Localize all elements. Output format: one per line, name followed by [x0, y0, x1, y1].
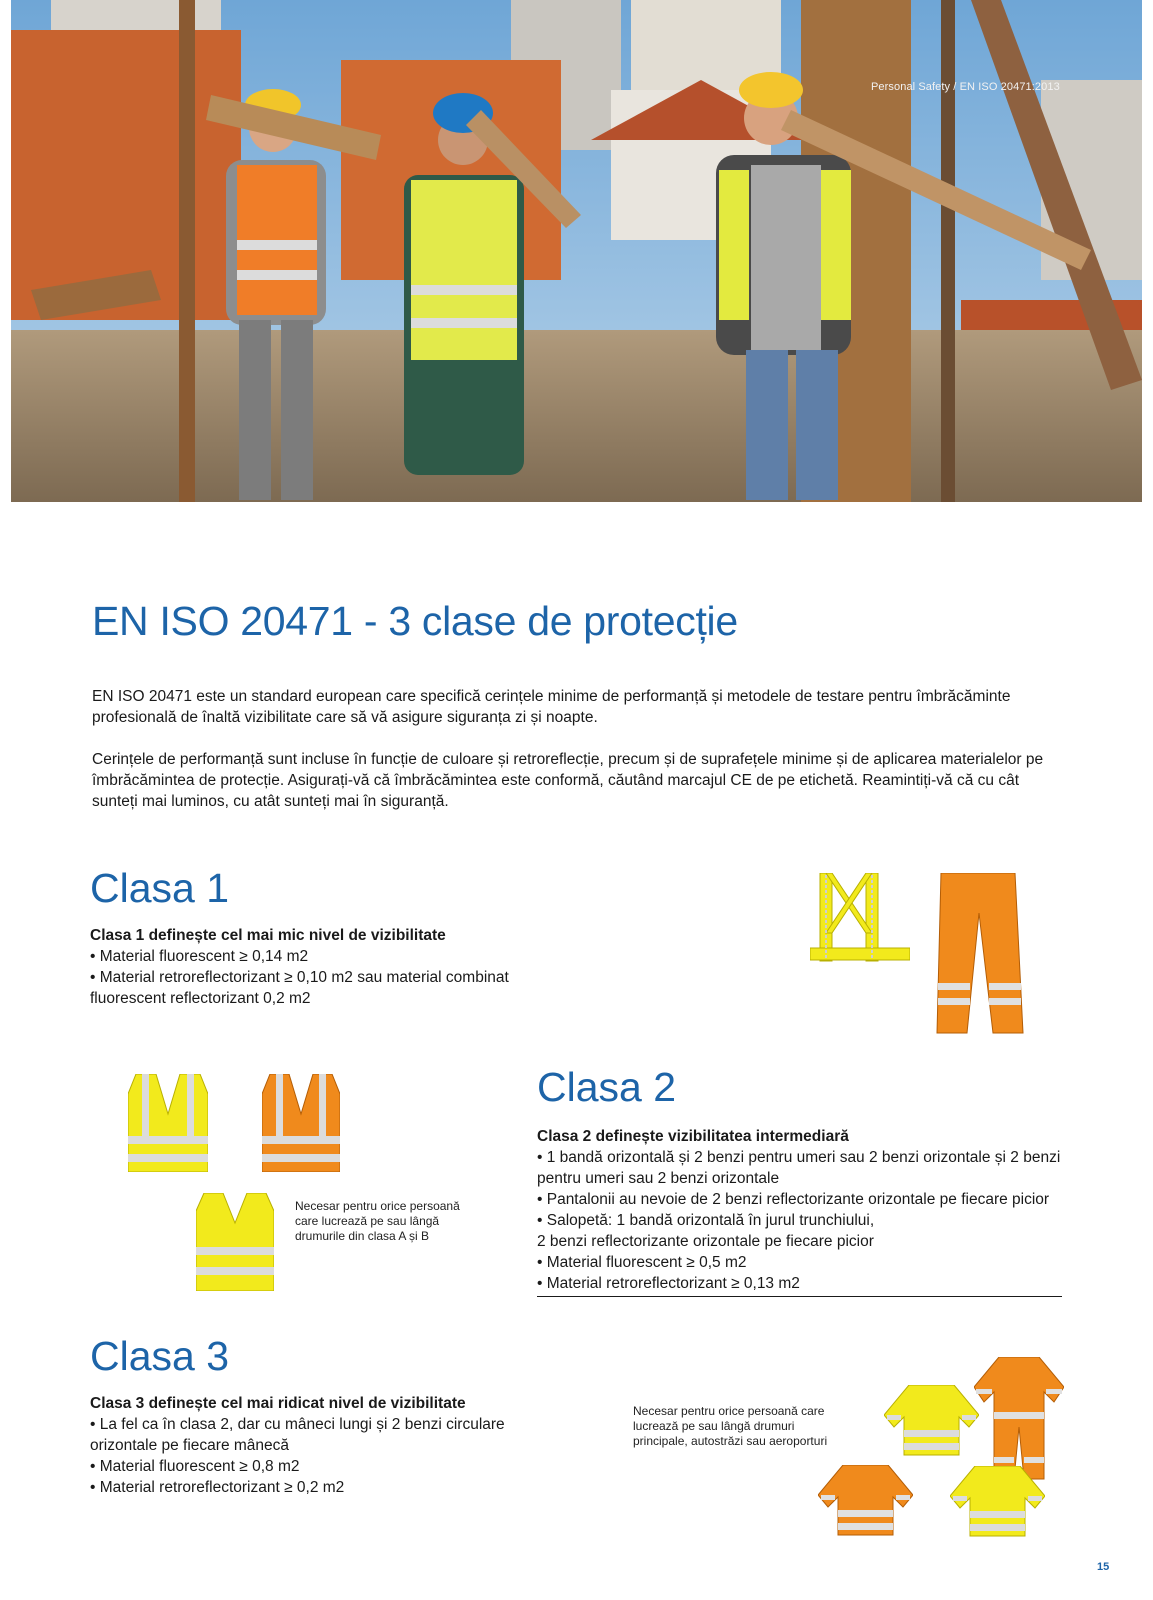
class2-line: 2 benzi reflectorizante orizontale pe fiecare picior	[537, 1233, 874, 1250]
class1-title: Clasa 1	[90, 865, 230, 911]
class3-line: • Material fluorescent ≥ 0,8 m2	[90, 1458, 300, 1475]
class2-line: • 1 bandă orizontală și 2 benzi pentru umeri sau 2 benzi orizontale și 2 benzi pentru umeri sau 2 benzi orizontale	[537, 1149, 1061, 1187]
class2-title: Clasa 2	[537, 1064, 677, 1110]
class1-description	[90, 925, 570, 1009]
class3-orange-coverall-icon	[974, 1357, 1064, 1482]
page-title: EN ISO 20471 - 3 clase de protecție	[92, 598, 738, 644]
class1-trousers-icon	[935, 873, 1025, 1038]
class3-lead: Clasa 3 definește cel mai ridicat nivel de vizibilitate	[90, 1395, 466, 1412]
intro-paragraph-2: Cerințele de performanță sunt incluse în funcție de culoare și retroreflecție, precum și de suprafețele minime și de aplicarea materialelor pe îmbrăcămintea de protecție. Asigurați-vă că îmbrăcămintea este conformă, căutând marcajul CE de pe etichetă. Reamintiți-vă că cu cât sunteți mai luminos, cu atât sunteți mai în siguranță.	[92, 751, 1044, 810]
class3-title: Clasa 3	[90, 1333, 230, 1379]
class2-lead: Clasa 2 definește vizibilitatea intermediară	[537, 1128, 849, 1145]
class2-yellow-vest-two-band-icon	[196, 1193, 274, 1291]
class1-line: • Material fluorescent ≥ 0,14 m2	[90, 948, 309, 965]
class2-line: • Material fluorescent ≥ 0,5 m2	[537, 1254, 747, 1271]
class2-yellow-vest-icon	[128, 1074, 208, 1172]
class2-line: • Salopetă: 1 bandă orizontală în jurul trunchiului,	[537, 1212, 875, 1229]
class2-line: • Pantalonii au nevoie de 2 benzi reflectorizante orizontale pe fiecare picior	[537, 1191, 1050, 1208]
class3-line: • Material retroreflectorizant ≥ 0,2 m2	[90, 1479, 345, 1496]
class3-description	[90, 1393, 540, 1498]
breadcrumb: Personal Safety / EN ISO 20471:2013	[871, 81, 1060, 93]
construction-workers-illustration	[11, 0, 1142, 502]
class2-orange-vest-icon	[262, 1074, 340, 1172]
class3-yellow-jacket-icon	[884, 1385, 979, 1457]
class1-line: • Material retroreflectorizant ≥ 0,10 m2 sau material combinat fluorescent reflectorizant 0,2 m2	[90, 969, 509, 1007]
class2-description	[537, 1126, 1062, 1297]
page-number: 15	[1097, 1561, 1110, 1573]
class3-yellow-jacket-2-icon	[950, 1466, 1045, 1538]
intro-paragraph-1: EN ISO 20471 este un standard european care specifică cerințele minime de performanță și metodele de testare pentru îmbrăcăminte profesională de înaltă vizibilitate care să vă asigure siguranța zi și noapte.	[92, 688, 1011, 726]
class3-orange-jacket-icon	[818, 1465, 913, 1537]
class2-line: • Material retroreflectorizant ≥ 0,13 m2	[537, 1275, 800, 1292]
class3-note: Necesar pentru orice persoană care lucrează pe sau lângă drumuri principale, autostrăzi sau aeroporturi	[633, 1404, 828, 1448]
class1-lead: Clasa 1 definește cel mai mic nivel de vizibilitate	[90, 927, 446, 944]
class2-note: Necesar pentru orice persoană care lucrează pe sau lângă drumurile din clasa A și B	[295, 1199, 460, 1243]
class3-line: • La fel ca în clasa 2, dar cu mâneci lungi și 2 benzi circulare orizontale pe fiecare mânecă	[90, 1416, 505, 1454]
class1-harness-icon	[810, 873, 910, 973]
hero-photo	[11, 0, 1142, 502]
